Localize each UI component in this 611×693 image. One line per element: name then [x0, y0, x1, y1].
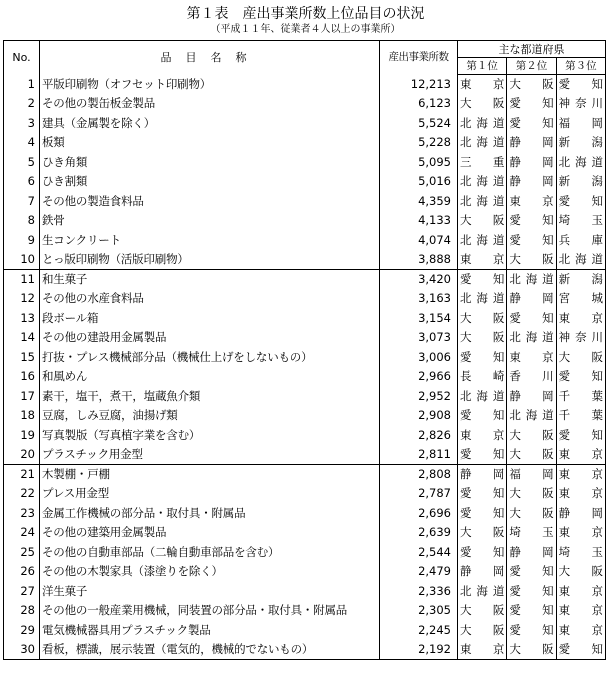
prefecture-rank-1: 東京: [458, 640, 507, 660]
prefecture-rank-2: 静岡: [507, 289, 556, 309]
prefecture-rank-2: 大阪: [507, 445, 556, 465]
prefecture-rank-3: 大阪: [556, 562, 605, 582]
table-row: [4, 172, 606, 192]
table-row: [4, 309, 606, 329]
establishment-count: 2,544: [380, 543, 458, 563]
establishment-count: 2,639: [380, 523, 458, 543]
item-name: その他の製造食料品: [40, 192, 380, 212]
establishment-count: 2,811: [380, 445, 458, 465]
table-row: [4, 523, 606, 543]
header-rank-1: 第１位: [458, 58, 507, 75]
prefecture-rank-3: 埼玉: [556, 543, 605, 563]
prefecture-rank-3: 愛知: [556, 640, 605, 660]
header-establishment-count: 産出事業所数: [380, 41, 458, 75]
prefecture-rank-1: 大阪: [458, 621, 507, 641]
prefecture-rank-2: 大阪: [507, 75, 556, 95]
table-row: [4, 387, 606, 407]
table-row: [4, 367, 606, 387]
prefecture-rank-1: 静岡: [458, 562, 507, 582]
item-name: その他の自動車部品（二輪自動車部品を含む）: [40, 543, 380, 563]
prefecture-rank-1: 北海道: [458, 192, 507, 212]
item-name: その他の一般産業用機械，同装置の部分品・取付具・附属品: [40, 601, 380, 621]
prefecture-rank-1: 東京: [458, 426, 507, 446]
prefecture-rank-1: 北海道: [458, 289, 507, 309]
prefecture-rank-1: 北海道: [458, 231, 507, 251]
prefecture-rank-1: 北海道: [458, 387, 507, 407]
prefecture-rank-1: 愛知: [458, 484, 507, 504]
prefecture-rank-1: 愛知: [458, 445, 507, 465]
prefecture-rank-1: 大阪: [458, 328, 507, 348]
prefecture-rank-2: 静岡: [507, 133, 556, 153]
establishment-count: 2,808: [380, 465, 458, 485]
item-name: 洋生菓子: [40, 582, 380, 602]
prefecture-rank-1: 東京: [458, 250, 507, 270]
prefecture-rank-2: 大阪: [507, 250, 556, 270]
establishment-count: 5,095: [380, 153, 458, 173]
establishment-count: 2,305: [380, 601, 458, 621]
prefecture-rank-3: 北海道: [556, 153, 605, 173]
prefecture-rank-1: 静岡: [458, 465, 507, 485]
row-number: 18: [4, 406, 40, 426]
prefecture-rank-3: 愛知: [556, 75, 605, 95]
prefecture-rank-3: 静岡: [556, 504, 605, 524]
row-number: 30: [4, 640, 40, 660]
establishment-count: 2,908: [380, 406, 458, 426]
prefecture-rank-3: 東京: [556, 523, 605, 543]
item-name: プラスチック用金型: [40, 445, 380, 465]
table-title: 第１表 産出事業所数上位品目の状況: [186, 6, 425, 22]
prefecture-rank-3: 大阪: [556, 348, 605, 368]
prefecture-rank-2: 大阪: [507, 484, 556, 504]
row-number: 15: [4, 348, 40, 368]
establishment-count: 2,479: [380, 562, 458, 582]
table-row: [4, 289, 606, 309]
prefecture-rank-3: 東京: [556, 445, 605, 465]
prefecture-rank-1: 大阪: [458, 309, 507, 329]
establishment-count: 5,228: [380, 133, 458, 153]
row-number: 11: [4, 270, 40, 290]
prefecture-rank-3: 宮城: [556, 289, 605, 309]
row-number: 8: [4, 211, 40, 231]
item-name: 段ボール箱: [40, 309, 380, 329]
prefecture-rank-2: 愛知: [507, 211, 556, 231]
establishment-count: 3,420: [380, 270, 458, 290]
item-name: その他の製缶板金製品: [40, 94, 380, 114]
prefecture-rank-2: 静岡: [507, 153, 556, 173]
item-name: ひき割類: [40, 172, 380, 192]
prefecture-rank-2: 愛知: [507, 309, 556, 329]
table-row: [4, 75, 606, 95]
table-row: [4, 504, 606, 524]
item-name: ひき角類: [40, 153, 380, 173]
table-row: [4, 133, 606, 153]
row-number: 26: [4, 562, 40, 582]
table-row: [4, 114, 606, 134]
table-row: [4, 270, 606, 290]
prefecture-rank-3: 千葉: [556, 406, 605, 426]
table-row: [4, 465, 606, 485]
prefecture-rank-1: 愛知: [458, 504, 507, 524]
prefecture-rank-3: 福岡: [556, 114, 605, 134]
prefecture-rank-2: 埼玉: [507, 523, 556, 543]
item-name: 生コンクリート: [40, 231, 380, 251]
prefecture-rank-1: 愛知: [458, 543, 507, 563]
prefecture-rank-2: 愛知: [507, 114, 556, 134]
prefecture-rank-1: 北海道: [458, 114, 507, 134]
item-name: その他の建設用金属製品: [40, 328, 380, 348]
table-row: [4, 601, 606, 621]
item-name: その他の木製家具（漆塗りを除く）: [40, 562, 380, 582]
prefecture-rank-3: 千葉: [556, 387, 605, 407]
prefecture-rank-3: 神奈川: [556, 94, 605, 114]
establishment-count: 4,133: [380, 211, 458, 231]
prefecture-rank-2: 愛知: [507, 94, 556, 114]
item-name: 素干，塩干，煮干，塩蔵魚介類: [40, 387, 380, 407]
item-name: プレス用金型: [40, 484, 380, 504]
establishment-count: 4,359: [380, 192, 458, 212]
item-name: その他の水産食料品: [40, 289, 380, 309]
table-row: [4, 562, 606, 582]
establishment-count: 2,696: [380, 504, 458, 524]
header-item-name: 品目名称: [40, 41, 380, 75]
establishment-count: 5,524: [380, 114, 458, 134]
table-row: [4, 582, 606, 602]
prefecture-rank-1: 長崎: [458, 367, 507, 387]
prefecture-rank-2: 福岡: [507, 465, 556, 485]
item-name: とっ版印刷物（活版印刷物）: [40, 250, 380, 270]
establishment-count: 3,006: [380, 348, 458, 368]
prefecture-rank-3: 東京: [556, 582, 605, 602]
row-number: 4: [4, 133, 40, 153]
establishment-count: 5,016: [380, 172, 458, 192]
row-number: 14: [4, 328, 40, 348]
table-row: [4, 445, 606, 465]
establishment-count: 2,952: [380, 387, 458, 407]
establishment-count: 2,966: [380, 367, 458, 387]
item-name: 電気機械器具用プラスチック製品: [40, 621, 380, 641]
prefecture-rank-2: 大阪: [507, 504, 556, 524]
prefecture-rank-1: 愛知: [458, 406, 507, 426]
establishment-count: 2,787: [380, 484, 458, 504]
table-row: [4, 543, 606, 563]
prefecture-rank-3: 東京: [556, 601, 605, 621]
establishment-count: 2,336: [380, 582, 458, 602]
prefecture-rank-3: 神奈川: [556, 328, 605, 348]
row-number: 21: [4, 465, 40, 485]
row-number: 25: [4, 543, 40, 563]
prefecture-rank-3: 兵庫: [556, 231, 605, 251]
table-row: [4, 250, 606, 270]
prefecture-rank-3: 埼玉: [556, 211, 605, 231]
prefecture-rank-2: 愛知: [507, 562, 556, 582]
table-subtitle: （平成１１年、従業者４人以上の事業所）: [210, 24, 401, 35]
prefecture-rank-3: 愛知: [556, 192, 605, 212]
establishment-count: 12,213: [380, 75, 458, 95]
header-main-prefectures: 主な都道府県: [458, 41, 606, 58]
table-row: [4, 153, 606, 173]
prefecture-rank-3: 愛知: [556, 426, 605, 446]
row-number: 23: [4, 504, 40, 524]
row-number: 29: [4, 621, 40, 641]
ranking-table: [3, 40, 606, 660]
table-row: [4, 406, 606, 426]
item-name: 写真製版（写真植字業を含む）: [40, 426, 380, 446]
table-body: [4, 75, 606, 660]
item-name: 平版印刷物（オフセット印刷物）: [40, 75, 380, 95]
prefecture-rank-1: 愛知: [458, 348, 507, 368]
item-name: その他の建築用金属製品: [40, 523, 380, 543]
prefecture-rank-1: 三重: [458, 153, 507, 173]
prefecture-rank-1: 大阪: [458, 211, 507, 231]
prefecture-rank-3: 東京: [556, 484, 605, 504]
item-name: 鉄骨: [40, 211, 380, 231]
prefecture-rank-3: 新潟: [556, 172, 605, 192]
prefecture-rank-3: 新潟: [556, 270, 605, 290]
row-number: 13: [4, 309, 40, 329]
header-no: No.: [4, 41, 40, 75]
establishment-count: 3,888: [380, 250, 458, 270]
prefecture-rank-2: 東京: [507, 348, 556, 368]
prefecture-rank-2: 北海道: [507, 406, 556, 426]
prefecture-rank-1: 愛知: [458, 270, 507, 290]
prefecture-rank-2: 大阪: [507, 640, 556, 660]
establishment-count: 3,154: [380, 309, 458, 329]
table-row: [4, 484, 606, 504]
prefecture-rank-2: 大阪: [507, 426, 556, 446]
establishment-count: 3,073: [380, 328, 458, 348]
prefecture-rank-2: 静岡: [507, 543, 556, 563]
prefecture-rank-2: 香川: [507, 367, 556, 387]
row-number: 20: [4, 445, 40, 465]
prefecture-rank-2: 愛知: [507, 621, 556, 641]
prefecture-rank-2: 愛知: [507, 231, 556, 251]
prefecture-rank-2: 北海道: [507, 270, 556, 290]
prefecture-rank-2: 静岡: [507, 387, 556, 407]
table-row: [4, 640, 606, 660]
header-rank-3: 第３位: [556, 58, 605, 75]
row-number: 6: [4, 172, 40, 192]
row-number: 3: [4, 114, 40, 134]
item-name: 建具（金属製を除く）: [40, 114, 380, 134]
prefecture-rank-3: 東京: [556, 621, 605, 641]
establishment-count: 2,192: [380, 640, 458, 660]
row-number: 5: [4, 153, 40, 173]
prefecture-rank-2: 愛知: [507, 601, 556, 621]
prefecture-rank-3: 東京: [556, 465, 605, 485]
establishment-count: 2,245: [380, 621, 458, 641]
row-number: 7: [4, 192, 40, 212]
prefecture-rank-1: 北海道: [458, 133, 507, 153]
prefecture-rank-1: 北海道: [458, 172, 507, 192]
row-number: 16: [4, 367, 40, 387]
prefecture-rank-1: 北海道: [458, 582, 507, 602]
item-name: 木製棚・戸棚: [40, 465, 380, 485]
prefecture-rank-2: 静岡: [507, 172, 556, 192]
table-row: [4, 348, 606, 368]
item-name: 板類: [40, 133, 380, 153]
item-name: 看板，標識，展示装置（電気的，機械的でないもの）: [40, 640, 380, 660]
row-number: 27: [4, 582, 40, 602]
table-row: [4, 231, 606, 251]
row-number: 17: [4, 387, 40, 407]
prefecture-rank-2: 北海道: [507, 328, 556, 348]
establishment-count: 2,826: [380, 426, 458, 446]
header-rank-2: 第２位: [507, 58, 556, 75]
prefecture-rank-3: 愛知: [556, 367, 605, 387]
item-name: 金属工作機械の部分品・取付具・附属品: [40, 504, 380, 524]
table-row: [4, 426, 606, 446]
table-row: [4, 328, 606, 348]
row-number: 24: [4, 523, 40, 543]
item-name: 豆腐，しみ豆腐，油揚げ類: [40, 406, 380, 426]
establishment-count: 4,074: [380, 231, 458, 251]
row-number: 12: [4, 289, 40, 309]
table-row: [4, 621, 606, 641]
item-name: 打抜・プレス機械部分品（機械仕上げをしないもの）: [40, 348, 380, 368]
prefecture-rank-1: 東京: [458, 75, 507, 95]
row-number: 19: [4, 426, 40, 446]
table-row: [4, 192, 606, 212]
prefecture-rank-1: 大阪: [458, 523, 507, 543]
item-name: 和生菓子: [40, 270, 380, 290]
table-row: [4, 211, 606, 231]
prefecture-rank-2: 東京: [507, 192, 556, 212]
row-number: 28: [4, 601, 40, 621]
prefecture-rank-3: 東京: [556, 309, 605, 329]
prefecture-rank-3: 新潟: [556, 133, 605, 153]
establishment-count: 3,163: [380, 289, 458, 309]
prefecture-rank-3: 北海道: [556, 250, 605, 270]
row-number: 1: [4, 75, 40, 95]
item-name: 和風めん: [40, 367, 380, 387]
row-number: 2: [4, 94, 40, 114]
table-row: [4, 94, 606, 114]
establishment-count: 6,123: [380, 94, 458, 114]
row-number: 10: [4, 250, 40, 270]
row-number: 22: [4, 484, 40, 504]
prefecture-rank-2: 愛知: [507, 582, 556, 602]
prefecture-rank-1: 大阪: [458, 94, 507, 114]
row-number: 9: [4, 231, 40, 251]
prefecture-rank-1: 大阪: [458, 601, 507, 621]
